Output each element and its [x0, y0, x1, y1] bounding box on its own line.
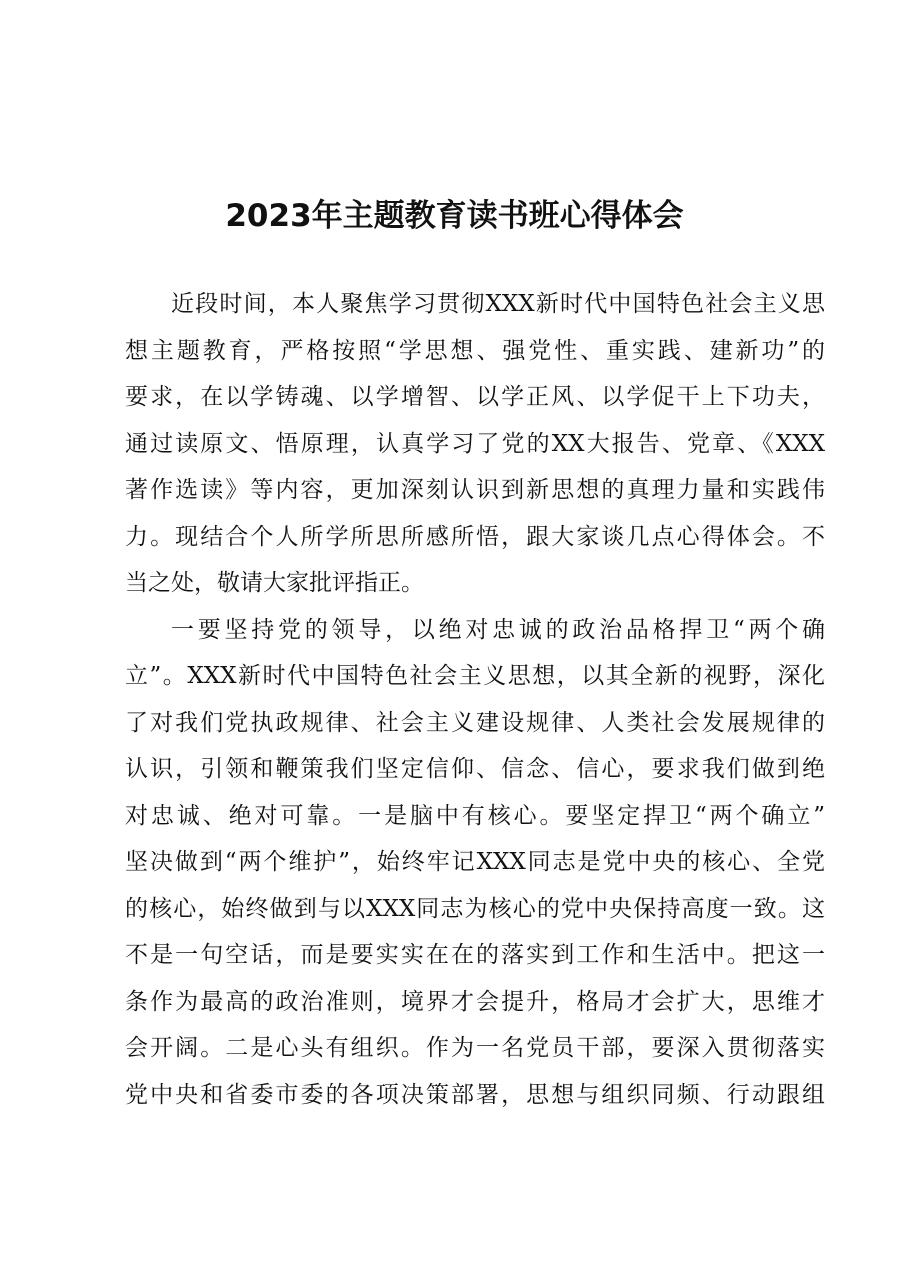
paragraph-2-line-10: 会开阔。二是心头有组织。作为一名党员干部，要深入贯彻落实: [125, 1035, 825, 1061]
paragraph-2-line-6: 坚决做到“两个维护”，始终牢记XXX同志是党中央的核心、全党: [125, 849, 825, 875]
paragraph-1-line-2: 想主题教育，严格按照“学思想、强党性、重实践、建新功”的: [125, 337, 825, 364]
paragraph-2-line-4: 认识，引领和鞭策我们坚定信仰、信念、信心，要求我们做到绝: [125, 756, 825, 782]
paragraph-2-line-2: 立”。XXX新时代中国特色社会主义思想，以其全新的视野，深化: [125, 663, 825, 689]
paragraph-2-line-5: 对忠诚、绝对可靠。一是脑中有核心。要坚定捍卫“两个确立”: [125, 802, 825, 829]
paragraph-2-line-8: 不是一句空话，而是要实实在在的落实到工作和生活中。把这一: [125, 942, 825, 968]
paragraph-1-line-3: 要求，在以学铸魂、以学增智、以学正风、以学促干上下功夫，: [125, 384, 825, 410]
paragraph-2-line-3: 了对我们党执政规律、社会主义建设规律、人类社会发展规律的: [125, 709, 825, 736]
paragraph-1-line-4: 通过读原文、悟原理，认真学习了党的XX大报告、党章、《XXX: [125, 430, 825, 457]
paragraph-1-line-6: 力。现结合个人所学所思所感所悟，跟大家谈几点心得体会。不: [125, 523, 825, 550]
paragraph-2-line-1: 一要坚持党的领导，以绝对忠诚的政治品格捍卫“两个确: [171, 616, 825, 643]
paragraph-1-line-5: 著作选读》等内容，更加深刻认识到新思想的真理力量和实践伟: [125, 477, 825, 503]
paragraph-2-line-9: 条作为最高的政治准则，境界才会提升，格局才会扩大，思维才: [125, 988, 825, 1015]
paragraph-1-line-1: 近段时间，本人聚焦学习贯彻XXX新时代中国特色社会主义思: [171, 291, 825, 317]
paragraph-2-line-7: 的核心，始终做到与以XXX同志为核心的党中央保持高度一致。这: [125, 895, 825, 922]
paragraph-2-line-11: 党中央和省委市委的各项决策部署，思想与组织同频、行动跟组: [125, 1081, 825, 1108]
paragraph-1-line-7: 当之处，敬请大家批评指正。: [125, 570, 424, 596]
document-body: [125, 281, 825, 1118]
document-title: 2023年主题教育读书班心得体会: [225, 198, 684, 234]
